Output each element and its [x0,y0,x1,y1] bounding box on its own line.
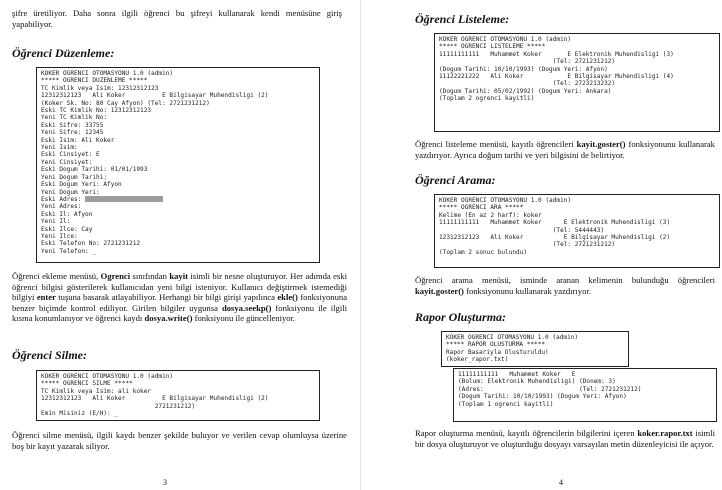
terminal-line: Eski Sifre: 33755 [41,121,104,129]
heading-ogrenci-arama: Öğrenci Arama: [415,173,496,187]
terminal-line: Yeni Telefon: _ [41,247,97,255]
terminal-line: Yeni Dogum Tarihi: [41,173,108,181]
terminal-line: ***** OGRENCI DUZENLEME ***** [41,77,148,85]
terminal-line: Eski Ilce: Cay [41,225,93,233]
desc-rapor-olusturma [415,428,715,449]
terminal-line: 11111111111 Muhammet Koker E [458,371,576,378]
terminal-line: (Tel: 5444443) [439,226,605,234]
code-term: dosya.write() [144,313,193,324]
terminal-line: (Toplam 1 ogrenci kayitli) [458,400,554,408]
heading-ogrenci-silme: Öğrenci Silme: [12,348,87,362]
code-term: dosya.seekp() [221,302,272,313]
terminal-line: Eski Cinsiyet: E [41,151,100,159]
terminal-line: (Adres: (Tel: 2721231212) [458,385,642,393]
terminal-line: (Toplam 2 sonuc bulundu) [439,248,528,256]
terminal-line: ***** RAPOR OLUSTURMA ***** [446,341,546,349]
terminal-line: ***** OGRENCI LISTELEME ***** [439,43,546,51]
terminal-line: KOKER OGRENCI OTOMASYONU 1.0 (admin) [439,36,572,43]
terminal-line: Eski Isim: Ali Koker [41,136,115,144]
desc-ogrenci-silme: Öğrenci silme menüsü, ilgili kaydı benzer şekilde buluyor ve verilen cevap olumluysa üzerine boş bir kayıt yazarak siliyor. [12,430,347,451]
text-run: fonksiyonunu kullanarak yazdırıyor. [463,285,591,296]
terminal-line: (Tel: 2721231212) [439,241,616,249]
terminal-ogrenci-silme [36,370,320,421]
terminal-line: 11122221222 Ali Koker E Bilgisayar Muhendisligi (4) [439,73,674,81]
text-run: tuşuna basarak atlayabiliyor. Herhangi bir bilgi girişi yapılınca [55,292,278,303]
terminal-line: (Toplam 2 ogrenci kayitli) [439,95,535,103]
report-file-preview [453,368,717,422]
text-run: Öğrenci arama menüsü, isminde aranan kelimenin bulunduğu öğrencileri [415,275,715,285]
terminal-line: Yeni Il: [41,218,71,226]
code-term: kayit [169,271,188,281]
heading-rapor-olusturma: Rapor Oluşturma: [415,310,507,324]
terminal-line: Yeni Sifre: 12345 [41,129,104,137]
terminal-line: 11111111111 Muhammet Koker E Elektronik Muhendisligi (3) [439,219,671,227]
terminal-line: Yeni Cinsiyet: [41,158,93,166]
terminal-line: Yeni Ilce: [41,232,78,240]
text-run: fonksiyonu ile güncelleniyor. [192,313,296,324]
terminal-line: (Dogum Tarihi: 10/10/1993) (Dogum Yeri: Afyon) [458,393,627,401]
terminal-line: 12312312123 Ali Koker E Bilgisayar Muhendisligi (2) [41,92,269,100]
terminal-line: KOKER OGRENCI OTOMASYONU 1.0 (admin) [446,334,579,341]
terminal-line: ***** OGRENCI SILME ***** [41,380,133,388]
terminal-line: (Dogum Tarihi: 10/10/1993) (Dogum Yeri: Afyon) [439,65,608,73]
text-run: Öğrenci listeleme menüsü, kayıtlı öğrencileri [415,139,577,149]
terminal-line: 12312312123 Ali Koker E Bilgisayar Muhendisligi (2) [41,395,269,403]
terminal-line: KOKER OGRENCI OTOMASYONU 1.0 (admin) [439,197,572,204]
page-4 [361,0,722,490]
terminal-line: ***** OGRENCI ARA ***** [439,204,524,212]
terminal-line: (Dogum Tarihi: 05/02/1992) (Dogum Yeri: Ankara) [439,87,612,95]
redaction-bar [85,196,163,202]
terminal-line: TC Kimlik veya Isim: ali koker [41,387,152,395]
terminal-line: Eski Dogum Tarihi: 01/01/1993 [41,166,148,174]
page-number-left: 3 [163,478,167,487]
desc-ogrenci-listeleme [415,139,715,160]
terminal-line: Eski Adres: [41,196,315,203]
text-run: Öğrenci ekleme menüsü, [12,271,101,281]
text-run: fonksiyonunu kullanarak yazdırıyor. Ayrıca doğum tarihi ve yeri bilgisini de belirtiyor. [415,139,715,160]
terminal-line: Yeni TC Kimlik No: [41,114,108,122]
text-run: fonksiyonu ile ilgili kısma konumlanıyor ve öğrenci kaydı [12,302,347,324]
text-run: Rapor oluşturma menüsü, kayıtlı öğrencilerin bilgilerini içeren [415,428,638,438]
terminal-ogrenci-listeleme [434,33,720,132]
intro-paragraph: şifre üretiliyor. Daha sonra ilgili öğrenci bu şifreyi kullanarak kendi menüsüne giriş yapabiliyor. [12,8,342,29]
terminal-line: KOKER OGRENCI OTOMASYONU 1.0 (admin) [41,70,174,77]
terminal-line: 12312312123 Ali Koker E Bilgisayar Muhendisligi (2) [439,234,671,242]
terminal-line: KOKER OGRENCI OTOMASYONU 1.0 (admin) [41,373,174,380]
terminal-line: TC Kimlik veya Isim: 12312312123 [41,84,159,92]
terminal-line: 2721231212) [41,402,196,410]
terminal-line: Yeni Isim: [41,144,78,152]
terminal-line: Eski Telefon No: 2721231212 [41,240,141,248]
code-term: Ogrenci [100,271,131,281]
terminal-line: (Tel: 2721231212) [439,58,616,66]
terminal-ogrenci-arama [434,194,720,268]
terminal-ogrenci-duzenleme [36,67,320,263]
terminal-line: Eski Dogum Yeri: Afyon [41,181,122,189]
terminal-line: (koker_rapor.txt) [446,356,509,364]
terminal-line: (Koker Sk. No: 80 Cay Afyon) (Tel: 2721231212) [41,99,210,107]
code-term: enter [36,292,56,303]
terminal-line: (Tel: 2723213232) [439,80,616,88]
code-term: koker.rapor.txt [637,428,693,438]
text-run: isimli bir dosya oluşturuyor ve oluşturduğu dosyayı varsayılan metin düzenleyicisi ile açıyor. [415,428,715,449]
code-term: ekle() [277,292,298,303]
desc-ogrenci-duzenleme [12,271,347,324]
terminal-line: Kelime (En az 2 harf): koker [439,211,542,219]
heading-ogrenci-listeleme: Öğrenci Listeleme: [415,12,510,26]
text-run: fonksiyonuna benzer biçimde kontrol ediliyor. Girilen bilgiler uygunsa [12,292,348,313]
text-run: sınıfından [130,271,170,281]
desc-ogrenci-arama [415,275,715,296]
text-run: isimli bir nesne oluşturuyor. Her adımda eski öğrenci bilgisi gösterilerek kullanıcıdan yeni bilgi isteniyor. Kullanıcı değiştirmek istemediği bilgiyi [12,271,347,303]
terminal-line: 11111111111 Muhammet Koker E Elektronik Muhendisligi (3) [439,50,674,58]
terminal-rapor-olusturma [441,331,629,367]
page-number-right: 4 [559,478,563,487]
terminal-line: Eski TC Kimlik No: 12312312123 [41,107,152,115]
terminal-line: Eski Il: Afyon [41,210,93,218]
code-term: kayit.goster() [415,285,464,296]
terminal-line: (Bolum: Elektronik Muhendisligi) (Donem: 3) [458,378,616,386]
heading-ogrenci-duzenleme: Öğrenci Düzenleme: [12,46,115,60]
terminal-line: Rapor Basariyla Olusturuldu! [446,348,549,356]
terminal-line: Yeni Adres: [41,203,82,211]
terminal-line: Emin Misiniz (E/H): _ [41,410,119,418]
code-term: kayit.goster() [576,139,626,149]
terminal-line: Yeni Dogum Yeri: [41,188,100,196]
